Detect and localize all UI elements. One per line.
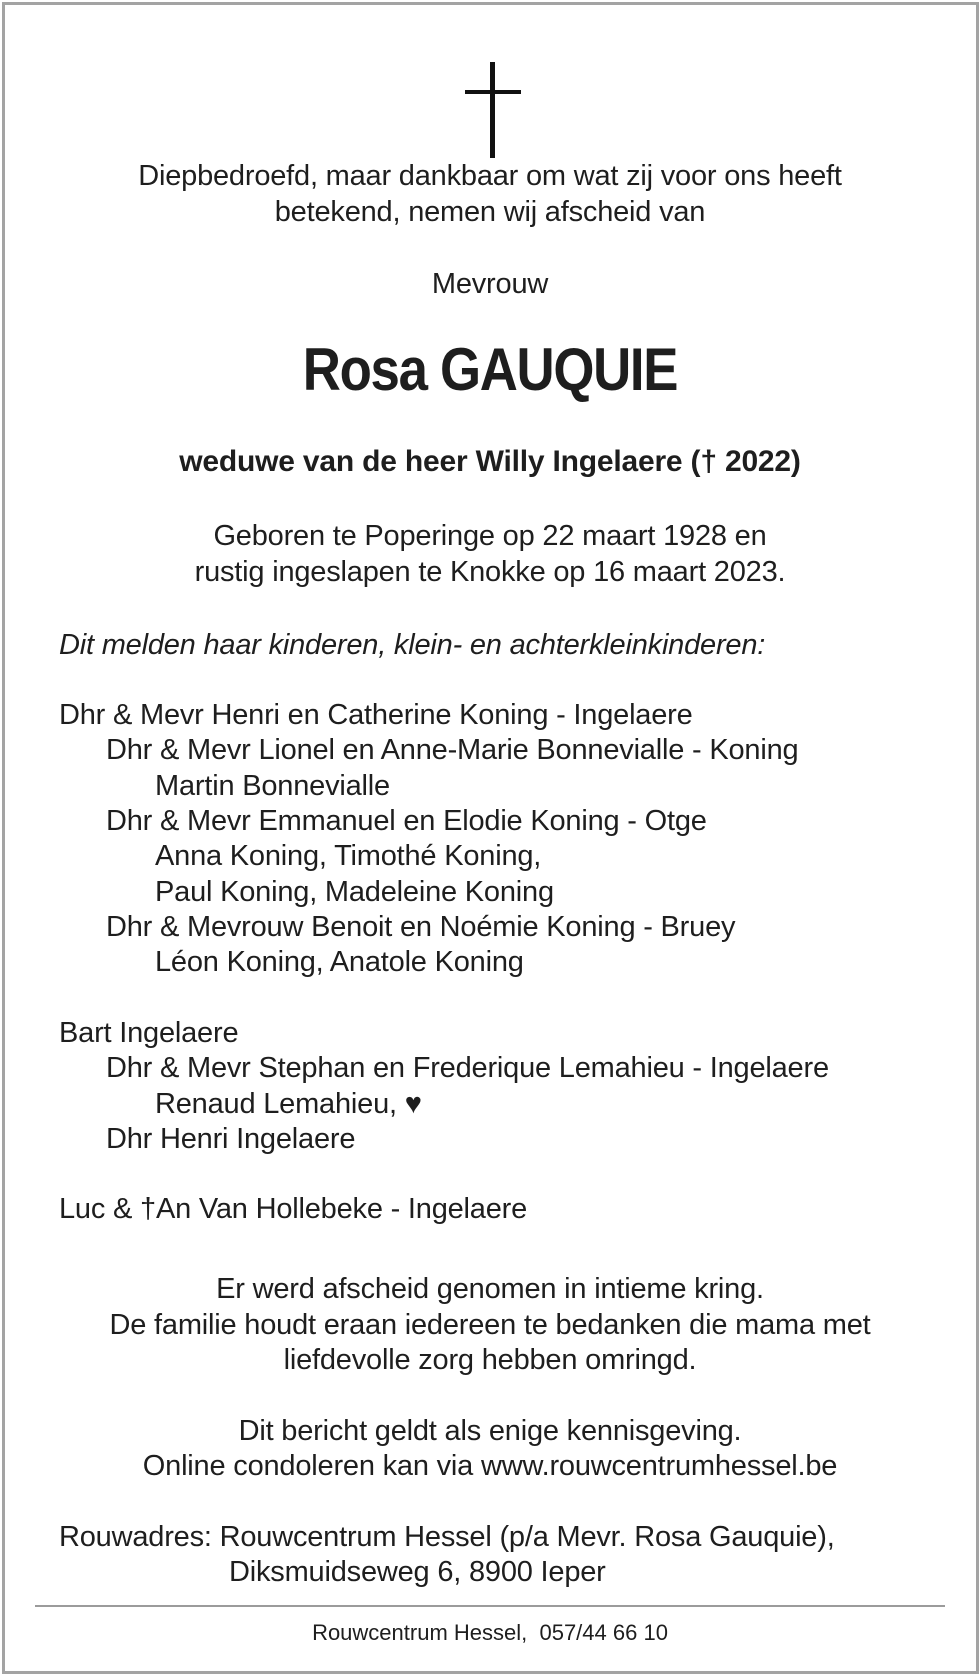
salutation: Mevrouw bbox=[431, 268, 549, 300]
death-line: rustig ingeslapen te Knokke op 16 maart 2023. bbox=[194, 556, 786, 588]
intro-line-2: betekend, nemen wij afscheid van bbox=[274, 196, 706, 228]
family-member: Dhr & Mevr Henri en Catherine Koning - Ingelaere bbox=[59, 699, 693, 731]
family-member: Léon Koning, Anatole Koning bbox=[155, 946, 524, 978]
family-member: Bart Ingelaere bbox=[59, 1017, 239, 1049]
address-line-2: Diksmuidseweg 6, 8900 Ieper bbox=[229, 1556, 606, 1588]
birth-line: Geboren te Poperinge op 22 maart 1928 en bbox=[213, 520, 767, 552]
footer-divider bbox=[35, 1605, 945, 1607]
notice-line: Dit bericht geldt als enige kennisgeving. bbox=[238, 1415, 742, 1447]
family-member: Dhr & Mevr Stephan en Frederique Lemahieu - Ingelaere bbox=[106, 1052, 829, 1084]
family-member: Dhr & Mevr Lionel en Anne-Marie Bonnevialle - Koning bbox=[106, 734, 799, 766]
spouse-line: weduwe van de heer Willy Ingelaere († 2022) bbox=[179, 445, 801, 478]
condolence-link-line: Online condoleren kan via www.rouwcentrumhessel.be bbox=[142, 1450, 838, 1482]
deceased-name: Rosa GAUQUIE bbox=[302, 336, 678, 403]
address-line-1: Rouwadres: Rouwcentrum Hessel (p/a Mevr. Rosa Gauquie), bbox=[59, 1521, 835, 1553]
announcement-intro: Dit melden haar kinderen, klein- en achterkleinkinderen: bbox=[59, 629, 766, 661]
family-member: Dhr & Mevrouw Benoit en Noémie Koning - Bruey bbox=[106, 911, 736, 943]
footer-contact: Rouwcentrum Hessel, 057/44 66 10 bbox=[312, 1620, 668, 1645]
family-member: Renaud Lemahieu, ♥ bbox=[155, 1088, 422, 1120]
family-member: Dhr & Mevr Emmanuel en Elodie Koning - Otge bbox=[106, 805, 707, 837]
family-member: Anna Koning, Timothé Koning, bbox=[155, 840, 542, 872]
family-member: Martin Bonnevialle bbox=[155, 770, 390, 802]
farewell-line: liefdevolle zorg hebben omringd. bbox=[283, 1344, 697, 1376]
family-member: Luc & †An Van Hollebeke - Ingelaere bbox=[59, 1193, 528, 1225]
cross-icon bbox=[465, 62, 521, 158]
farewell-line: Er werd afscheid genomen in intieme kring. bbox=[216, 1273, 764, 1305]
family-member: Paul Koning, Madeleine Koning bbox=[155, 876, 554, 908]
farewell-line: De familie houdt eraan iedereen te bedanken die mama met bbox=[109, 1309, 871, 1341]
intro-line-1: Diepbedroefd, maar dankbaar om wat zij voor ons heeft bbox=[138, 160, 842, 192]
family-member: Dhr Henri Ingelaere bbox=[106, 1123, 356, 1155]
